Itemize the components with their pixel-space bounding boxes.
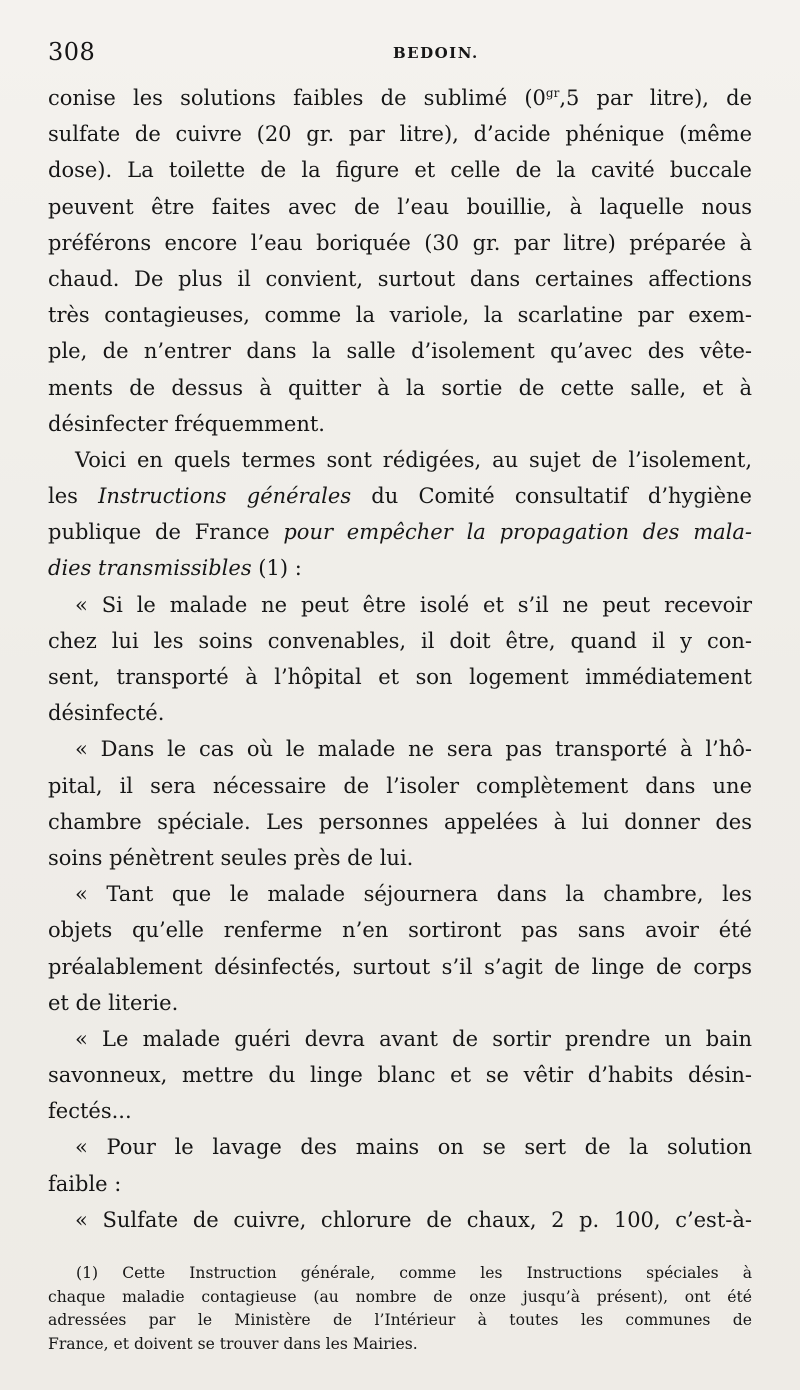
quote-paragraph-start: « Sulfate de cuivre, chlorure de chaux, 2 p. 100, c’est-à-	[75, 1207, 752, 1232]
footnote-line: (1) Cette Instruction générale, comme les Instructions spéciales à	[76, 1264, 752, 1282]
text-line: dies transmissibles (1) :	[48, 556, 302, 581]
text-line: conise les solutions faibles de sublimé ($0^{gr},5$ par litre), de	[48, 86, 752, 110]
quote-paragraph-start: « Dans le cas où le malade ne sera pas transporté à l’hô-	[75, 737, 752, 762]
quote-paragraph-start: « Si le malade ne peut être isolé et s’il ne peut recevoir	[75, 592, 752, 617]
text-line: chambre spéciale. Les personnes appelées à lui donner des	[48, 809, 752, 834]
text-line: désinfecter fréquemment.	[48, 411, 325, 436]
quote-paragraph-start: « Pour le lavage des mains on se sert de la solution	[75, 1135, 752, 1160]
text-line: préférons encore l’eau boriquée (30 gr. par litre) préparée à	[48, 230, 752, 255]
text-line: soins pénètrent seules près de lui.	[48, 845, 414, 870]
footnote	[48, 1262, 752, 1356]
text-line: publique de France pour empêcher la propagation des mala-	[48, 520, 752, 545]
text-line: et de literie.	[48, 990, 179, 1015]
text-line: très contagieuses, comme la variole, la scarlatine par exem-	[48, 303, 752, 328]
page-header	[48, 38, 748, 68]
text-line: sent, transporté à l’hôpital et son logement immédiatement	[48, 665, 752, 689]
text-line: dose). La toilette de la figure et celle de la cavité buccale	[48, 158, 752, 183]
text-line: ments de dessus à quitter à la sortie de cette salle, et à	[48, 375, 752, 400]
text-line: pital, il sera nécessaire de l’isoler complètement dans une	[48, 773, 752, 798]
text-line: fectés...	[48, 1099, 132, 1124]
text-line: chez lui les soins convenables, il doit être, quand il y con-	[48, 628, 752, 653]
text-line: savonneux, mettre du linge blanc et se vêtir d’habits désin-	[48, 1063, 752, 1088]
body-text	[48, 80, 752, 1238]
quote-paragraph-start: « Le malade guéri devra avant de sortir prendre un bain	[75, 1026, 752, 1051]
text-line: objets qu’elle renferme n’en sortiront pas sans avoir été	[48, 918, 752, 943]
footnote-line: France, et doivent se trouver dans les Mairies.	[48, 1334, 418, 1353]
text-line: sulfate de cuivre (20 gr. par litre), d’acide phénique (même	[48, 122, 752, 147]
text-line: faible :	[48, 1171, 122, 1196]
text-line: peuvent être faites avec de l’eau bouillie, à laquelle nous	[48, 194, 752, 219]
footnote-line: chaque maladie contagieuse (au nombre de onze jusqu’à présent), ont été	[48, 1287, 752, 1306]
text-line: préalablement désinfectés, surtout s’il s’agit de linge de corps	[48, 954, 752, 979]
page-number: 308	[48, 38, 96, 66]
quote-paragraph-start: « Tant que le malade séjournera dans la chambre, les	[75, 882, 752, 907]
paragraph-start: Voici en quels termes sont rédigées, au sujet de l’isolement,	[75, 447, 752, 472]
text-line: ple, de n’entrer dans la salle d’isolement qu’avec des vête-	[48, 339, 752, 364]
running-head: BEDOIN.	[393, 44, 479, 62]
text-line: chaud. De plus il convient, surtout dans certaines affections	[48, 266, 752, 291]
text-line: les Instructions générales du Comité consultatif d’hygiène	[48, 484, 752, 509]
footnote-line: adressées par le Ministère de l’Intérieur à toutes les communes de	[48, 1311, 752, 1329]
text-line: désinfecté.	[48, 701, 165, 726]
